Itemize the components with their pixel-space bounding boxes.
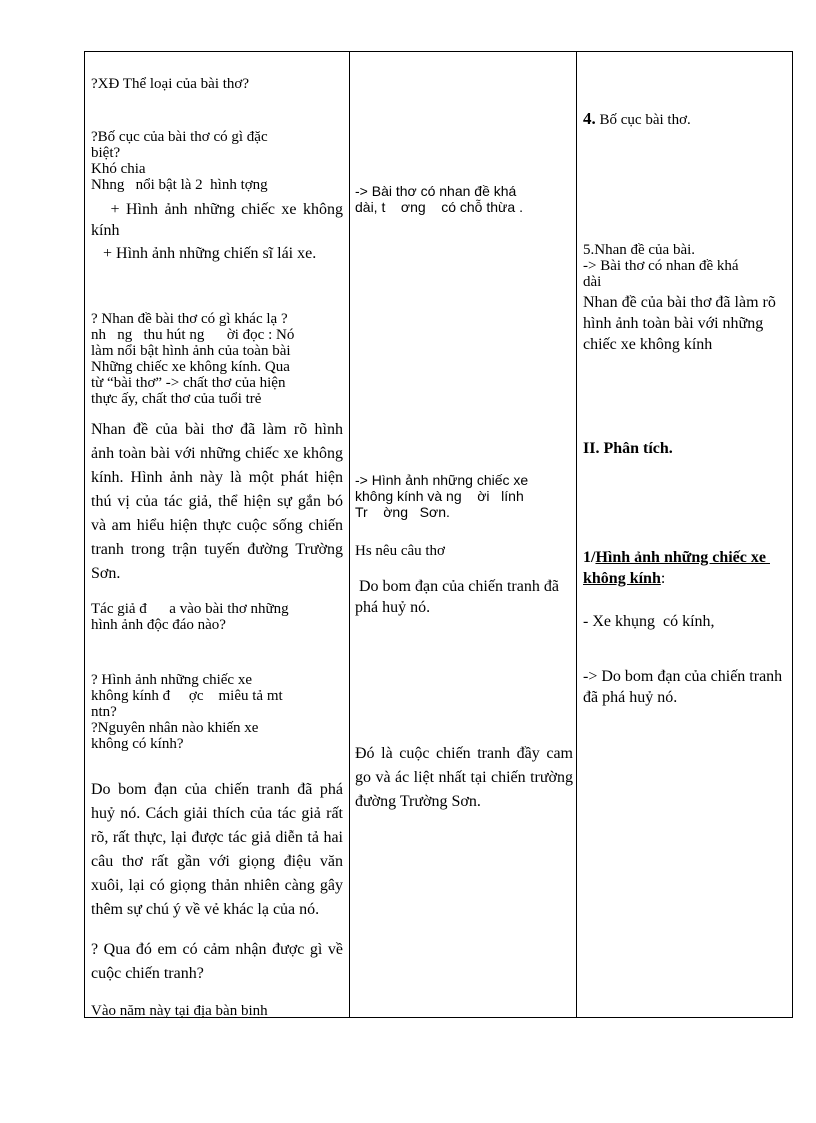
title-explanation: Nhan đề của bài thơ đã làm rõ hình ảnh toàn bài với những chiếc xe không kính. Hình ảnh này là một phát hiện thú vị của tác giả, thể hiện sự gắn bó và am hiểu hiện thực cuộc sống chiến tranh trong trận tuyến đường Trường Sơn. <box>91 421 347 582</box>
analysis-heading: II. Phân tích. <box>583 440 673 457</box>
war-question: ? Qua đó em có cảm nhận được gì về cuộc chiến tranh? <box>91 941 347 982</box>
car-description-point: - Xe khụng có kính, <box>583 613 715 630</box>
structure-label: Bố cục bài thơ. <box>595 112 691 128</box>
war-note: Đó là cuộc chiến tranh đầy cam go và ác liệt nhất tại chiến trường đường Trường Sơn. <box>355 745 577 810</box>
genre-question: ?XĐ Thể loại của bài thơ? <box>91 76 250 92</box>
car-section-colon: : <box>660 570 666 587</box>
continued-line: Vào năm này tại địa bàn binh <box>91 1003 268 1019</box>
car-section-heading <box>583 547 789 589</box>
cause-explanation: Do bom đạn của chiến tranh đã phá huỷ nó. Cách giải thích của tác giả rất rõ, rất thực, lại được tác giả diễn tả hai câu thơ rất gần với giọng điệu văn xuôi, lại có giọng thản nhiên càng gây thêm sự chú ý về vẻ khác lạ của nó. <box>91 781 347 918</box>
cause-point: -> Do bom đạn của chiến tranh đã phá huỷ nó. <box>583 668 787 706</box>
images-note: -> Hình ảnh những chiếc xe không kính và ng ời lính Tr ờng Sơn. <box>355 472 529 520</box>
structure-heading <box>583 111 789 128</box>
content-column <box>577 52 792 1017</box>
structure-item-cars: + Hình ảnh những chiếc xe không kính <box>91 201 347 239</box>
images-question: Tác giả đ a vào bài thơ những hình ảnh độc đáo nào? <box>91 601 289 633</box>
structure-number: 4. <box>583 109 596 128</box>
lesson-table <box>84 51 793 1018</box>
title-question: ? Nhan đề bài thơ có gì khác lạ ? nh ng thu hút ng ời đọc : Nó làm nổi bật hình ảnh của toàn bài Những chiếc xe không kính. Qua từ “bài thơ” -> chất thơ của hiện thực ấy, chất thơ của tuổi trẻ <box>91 311 295 407</box>
structure-item-soldiers: + Hình ảnh những chiến sĩ lái xe. <box>91 245 317 262</box>
cause-note: Do bom đạn của chiến tranh đã phá huỷ nó. <box>355 578 563 616</box>
structure-question: ?Bố cục của bài thơ có gì đặc biệt? Khó chia Nhng nổi bật là 2 hình tợng <box>91 129 268 193</box>
description-question: ? Hình ảnh những chiếc xe không kính đ ợc miêu tả mt ntn? ?Nguyên nhân nào khiến xe không có kính? <box>91 672 283 752</box>
student-column <box>350 52 576 1017</box>
title-heading: 5.Nhan đề của bài. -> Bài thơ có nhan đề khá dài <box>583 242 739 290</box>
car-section-title: Hình ảnh những chiếc xe không kính <box>583 549 770 587</box>
title-summary: Nhan đề của bài thơ đã làm rõ hình ảnh toàn bài với những chiếc xe không kính <box>583 294 780 353</box>
student-quote-note: Hs nêu câu thơ <box>355 543 445 559</box>
title-note: -> Bài thơ có nhan đề khá dài, t ơng có chỗ thừa . <box>355 183 523 215</box>
activity-column <box>85 52 349 1017</box>
car-section-number: 1/ <box>583 549 596 566</box>
